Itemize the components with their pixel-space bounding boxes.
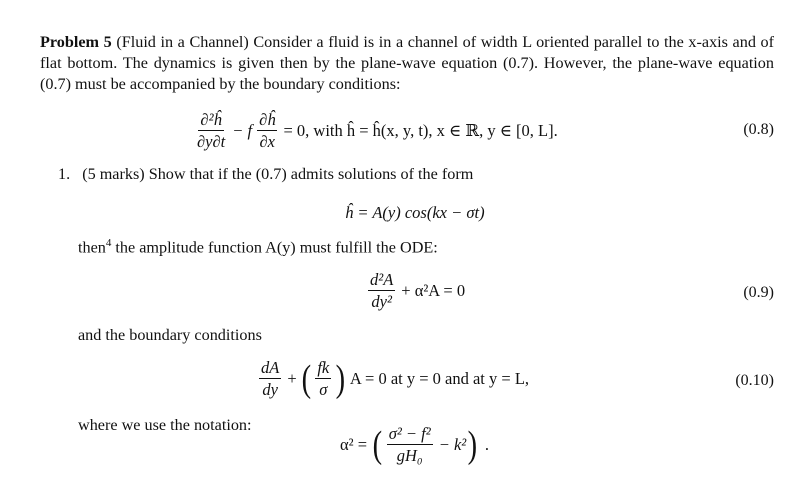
minus-k2: − k² xyxy=(438,434,467,454)
numerator: ∂²ĥ xyxy=(200,110,222,129)
item-1 xyxy=(58,165,473,184)
equation-label-0-10: (0.10) xyxy=(735,372,774,389)
equation-0-10 xyxy=(256,358,529,399)
fraction-da-dy xyxy=(259,358,281,399)
denominator: gH₀ xyxy=(396,446,423,465)
item-text: (5 marks) Show that if the (0.7) admits solutions of the form xyxy=(82,165,474,183)
denominator: ∂x xyxy=(259,132,275,151)
numerator: dA xyxy=(261,358,280,377)
numerator: d²A xyxy=(370,270,394,289)
then-word: then xyxy=(78,238,106,257)
problem-statement xyxy=(40,32,774,95)
period: . xyxy=(484,434,489,454)
numerator: fk xyxy=(317,358,330,377)
denominator: dy xyxy=(262,380,278,399)
fraction-sigma-f xyxy=(387,424,433,465)
minus-f: − f xyxy=(232,120,253,140)
left-paren: ( xyxy=(301,357,311,400)
equation-0-8 xyxy=(192,110,558,151)
solution-form: ĥ = A(y) cos(kx − σt) xyxy=(345,203,485,222)
equation-label-0-8: (0.8) xyxy=(743,121,774,138)
problem-text: (Fluid in a Channel) Consider a fluid is in a channel of width L oriented parallel to the x-axis and of flat bottom. The dynamics is given then by the plane-wave equation (0.7). However, the plane-wave equation (0.7) must be accompanied by the boundary conditions: xyxy=(40,33,774,93)
plus-sign: + xyxy=(287,368,297,388)
fraction-d2h xyxy=(195,110,227,151)
left-paren: ( xyxy=(372,423,383,466)
fraction-dh-dx xyxy=(257,110,277,151)
denominator: σ xyxy=(319,380,328,399)
numerator: σ² − f² xyxy=(388,424,431,443)
equation-rest: A = 0 at y = 0 and at y = L, xyxy=(349,368,530,388)
right-paren: ) xyxy=(467,423,478,466)
alpha-lhs: α² = xyxy=(340,434,368,454)
fraction-fk-sigma xyxy=(315,358,331,399)
denominator: dy² xyxy=(371,292,392,311)
denominator: ∂y∂t xyxy=(197,132,226,151)
boundary-text: and the boundary conditions xyxy=(78,326,262,344)
then-line xyxy=(78,237,438,257)
problem-heading: Problem 5 xyxy=(40,33,112,51)
equation-rest: = 0, with ĥ = ĥ(x, y, t), x ∈ ℝ, y ∈ [0, L]. xyxy=(283,120,558,140)
fraction-d2a-dy2 xyxy=(368,270,395,311)
right-paren: ) xyxy=(335,357,346,400)
equation-0-9 xyxy=(365,270,465,311)
equation-label-0-9: (0.9) xyxy=(743,284,774,301)
item-marker: 1. xyxy=(58,165,71,183)
then-text: the amplitude function A(y) must fulfill the ODE: xyxy=(115,238,438,257)
footnote-mark: 4 xyxy=(105,237,112,249)
numerator: ∂ĥ xyxy=(259,110,276,129)
notation-text: where we use the notation: xyxy=(78,416,252,434)
equation-alpha xyxy=(340,424,489,465)
equation-rest: + α²A = 0 xyxy=(401,280,466,300)
